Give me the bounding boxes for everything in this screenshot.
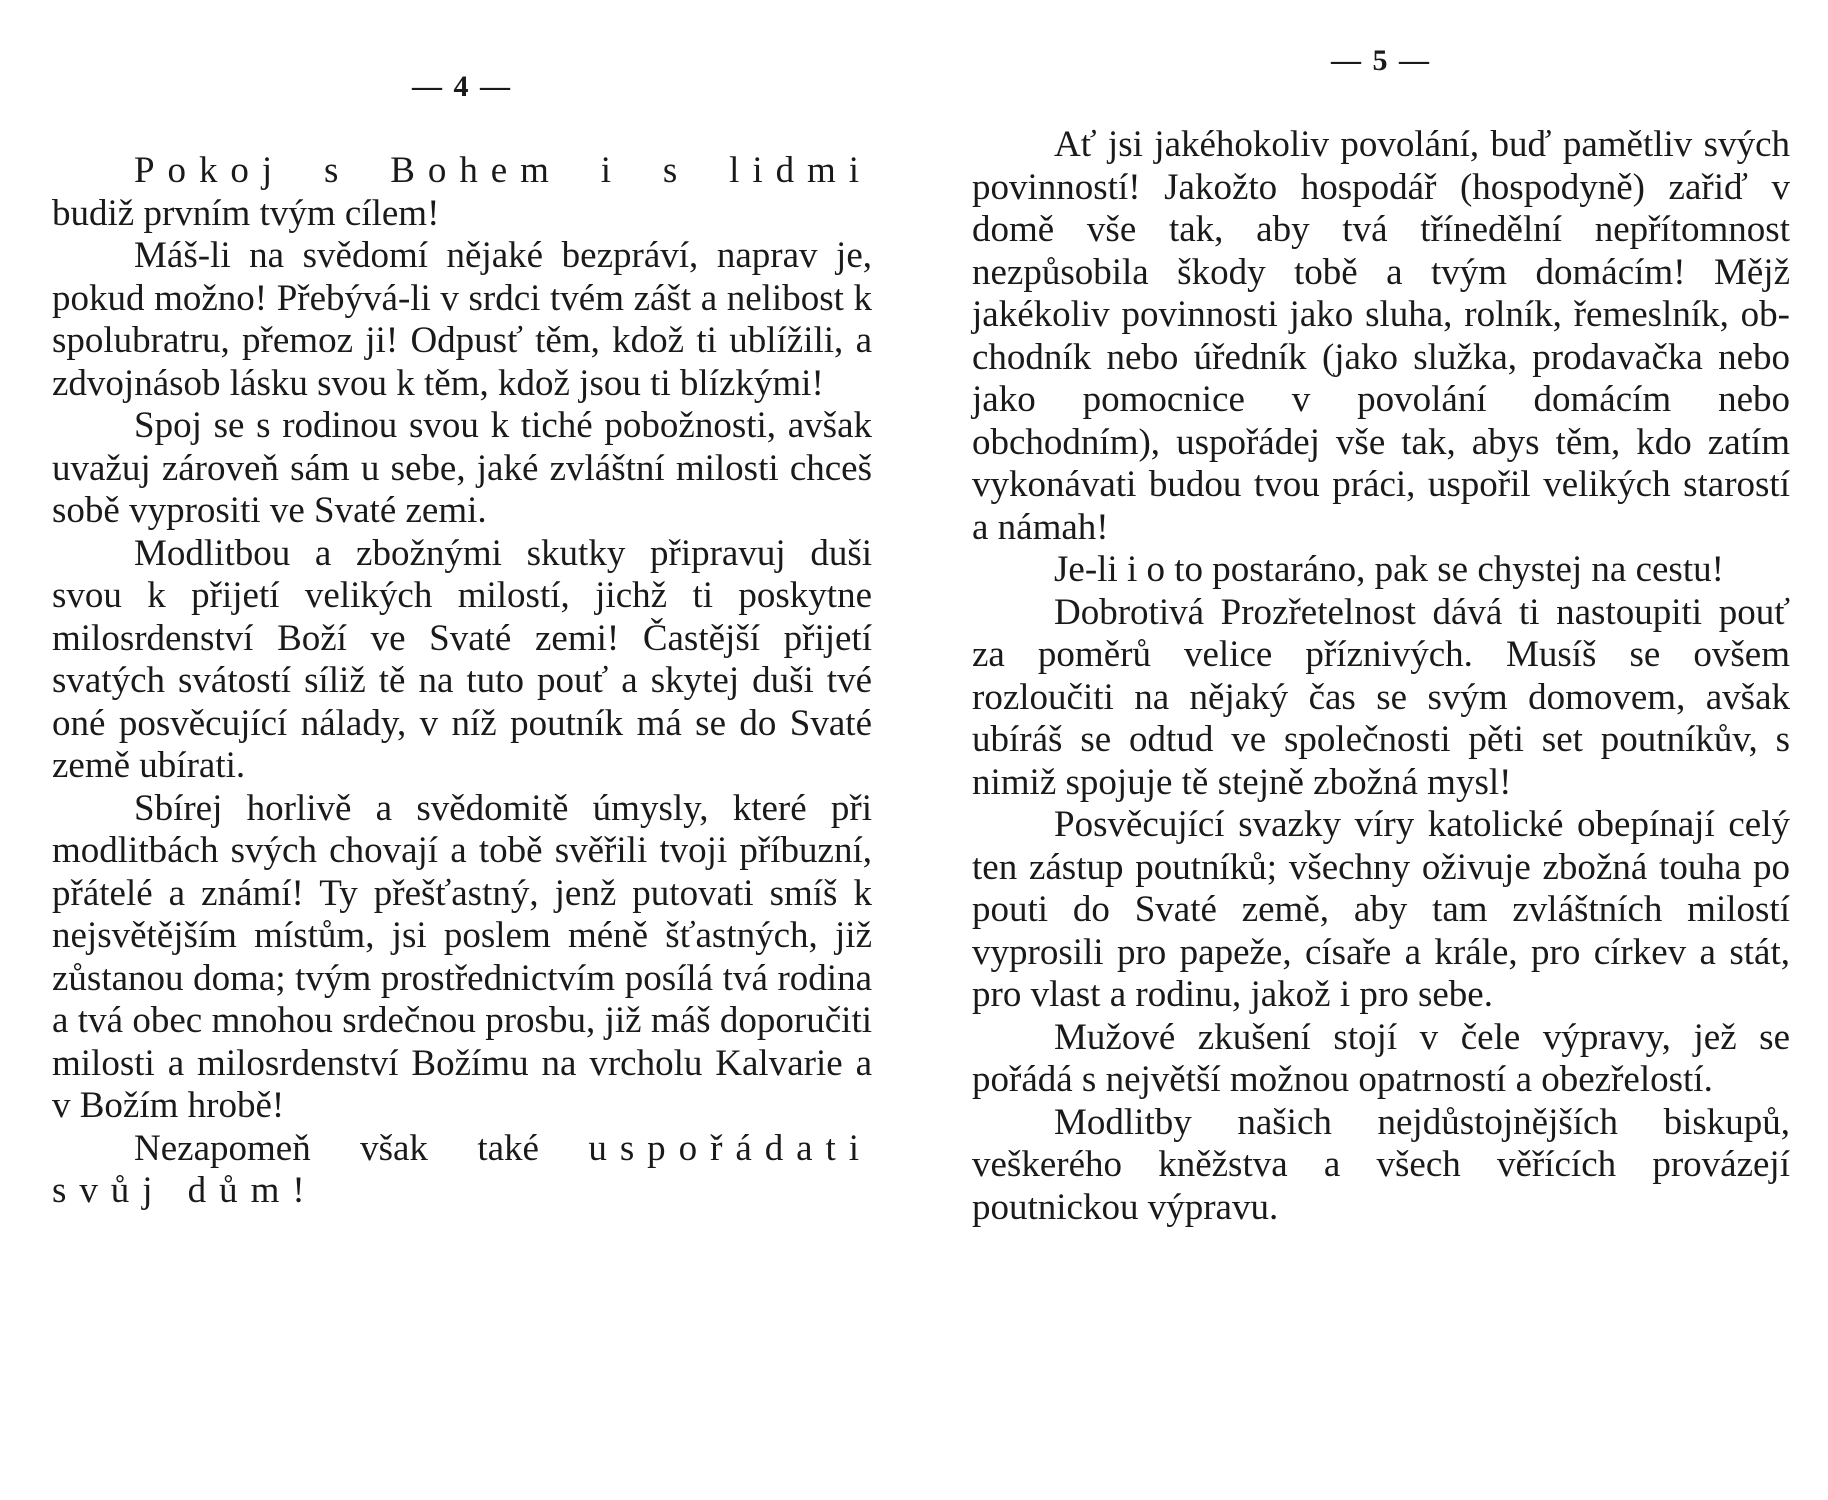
left-page [52,0,872,1500]
left-page-body [52,150,872,1213]
paragraph-conscience: Máš-li na svědomí nějaké bezpráví, naprav je, pokud možno! Přebývá-li v srdci tvém zášt a nelibost k spolubratru, přemoz ji! Odpusť těm, kdož ti ublížili, a zdvojnásob lásku svou k těm, kdož jsou ti blízkými! [52,235,872,404]
paragraph-intentions: Sbírej horlivě a svědomitě úmysly, které při modlitbách svých chovají a tobě svěřili tvoji příbuzní, přátelé a známí! Ty přešťastný, jenž putovati smíš k nejsvětějším místům, jsi poslem méně šťastných, již zůstanou doma; tvým prostřednictvím posílá tvá rodina a tvá obec mnohou srdečnou prosbu, již máš doporučiti milosti a milosrdenství Božímu na vrcholu Kalvarie a v Božím hrobě! [52,787,872,1126]
page-number-left: — 4 — [412,70,512,103]
paragraph-peace [52,150,872,235]
paragraph-tail: ! [292,1170,305,1211]
right-page-body [972,124,1790,1229]
paragraph-journey-start: Je-li i o to postaráno, pak se chystej na cestu! [1054,549,1724,590]
paragraph-prayers: Modlitby našich nejdůstojnějších biskupů, veškerého kněžstva a všech věřících provázejí poutnickou výpravu. [972,1101,1790,1228]
paragraph-providence: Dobrotivá Prozřetelnost dává ti nastoupiti pouť za poměrů velice příznivých. Musíš se ovšem rozloučiti na nějaký čas se svým domovem, avšak ubíráš se odtud ve společnosti pěti set poutníkův, s nimiž spojuje tě stejně zbožná mysl! [972,591,1790,803]
paragraph-house [52,1128,872,1213]
paragraph-leaders: Mužové zkušení stojí v čele výpravy, jež se pořádá s největší možnou opatrností a obezřelostí. [972,1016,1790,1100]
spaced-emphasis: Pokoj s Bohem i s lidmi [134,150,872,191]
paragraph-faith-bonds: Posvěcující svazky víry katolické obepínají celý ten zástup poutníků; všechny oživuje zbožná touha po pouti do Svaté země, aby tam zvláštních milostí vyprosili pro papeže, císaře a krále, pro církev a stát, pro vlast a rodinu, jakož i pro sebe. [972,804,1790,1015]
spaced-emphasis: uspořádati svůj dům [52,1127,872,1211]
right-page [972,0,1790,1500]
paragraph-family-devotion: Spoj se s rodinou svou k tiché pobožnosti, avšak uvažuj zároveň sám u sebe, jaké zvláštní milosti chceš sobě vyprositi ve Svaté zemi. [52,405,872,531]
paragraph-duties: Ať jsi jakéhokoliv povolání, buď pamětliv svých povinností! Jakožto hospodář (hospodyně) zařiď v domě vše tak, aby tvá třínedělní nepřítomnost nezpůsobila škody tobě a tvým domácím! Mějž jakékoliv povinnosti jako sluha, rolník, řemeslník, obchodník nebo úředník (jako služka, prodavačka nebo jako pomocnice v povolání domácím nebo obchodním), uspořádej vše tak, abys těm, kdo zatím vykonávati budou tvou práci, uspořil velikých starostí a námah! [972,124,1790,548]
paragraph-prayer: Modlitbou a zbožnými skutky připravuj duši svou k přijetí velikých milostí, jichž ti poskytne milosrdenství Boží ve Svaté zemi! Častější přijetí svatých svátostí síliž tě na tuto pouť a skytej duši tvé oné posvěcující nálady, v níž poutník má se do Svaté země ubírati. [52,532,872,786]
page-number-right: — 5 — [1331,44,1431,77]
paragraph-text: budiž prvním tvým cílem! [52,192,440,234]
paragraph-text: Nezapomeň však také [134,1127,589,1169]
